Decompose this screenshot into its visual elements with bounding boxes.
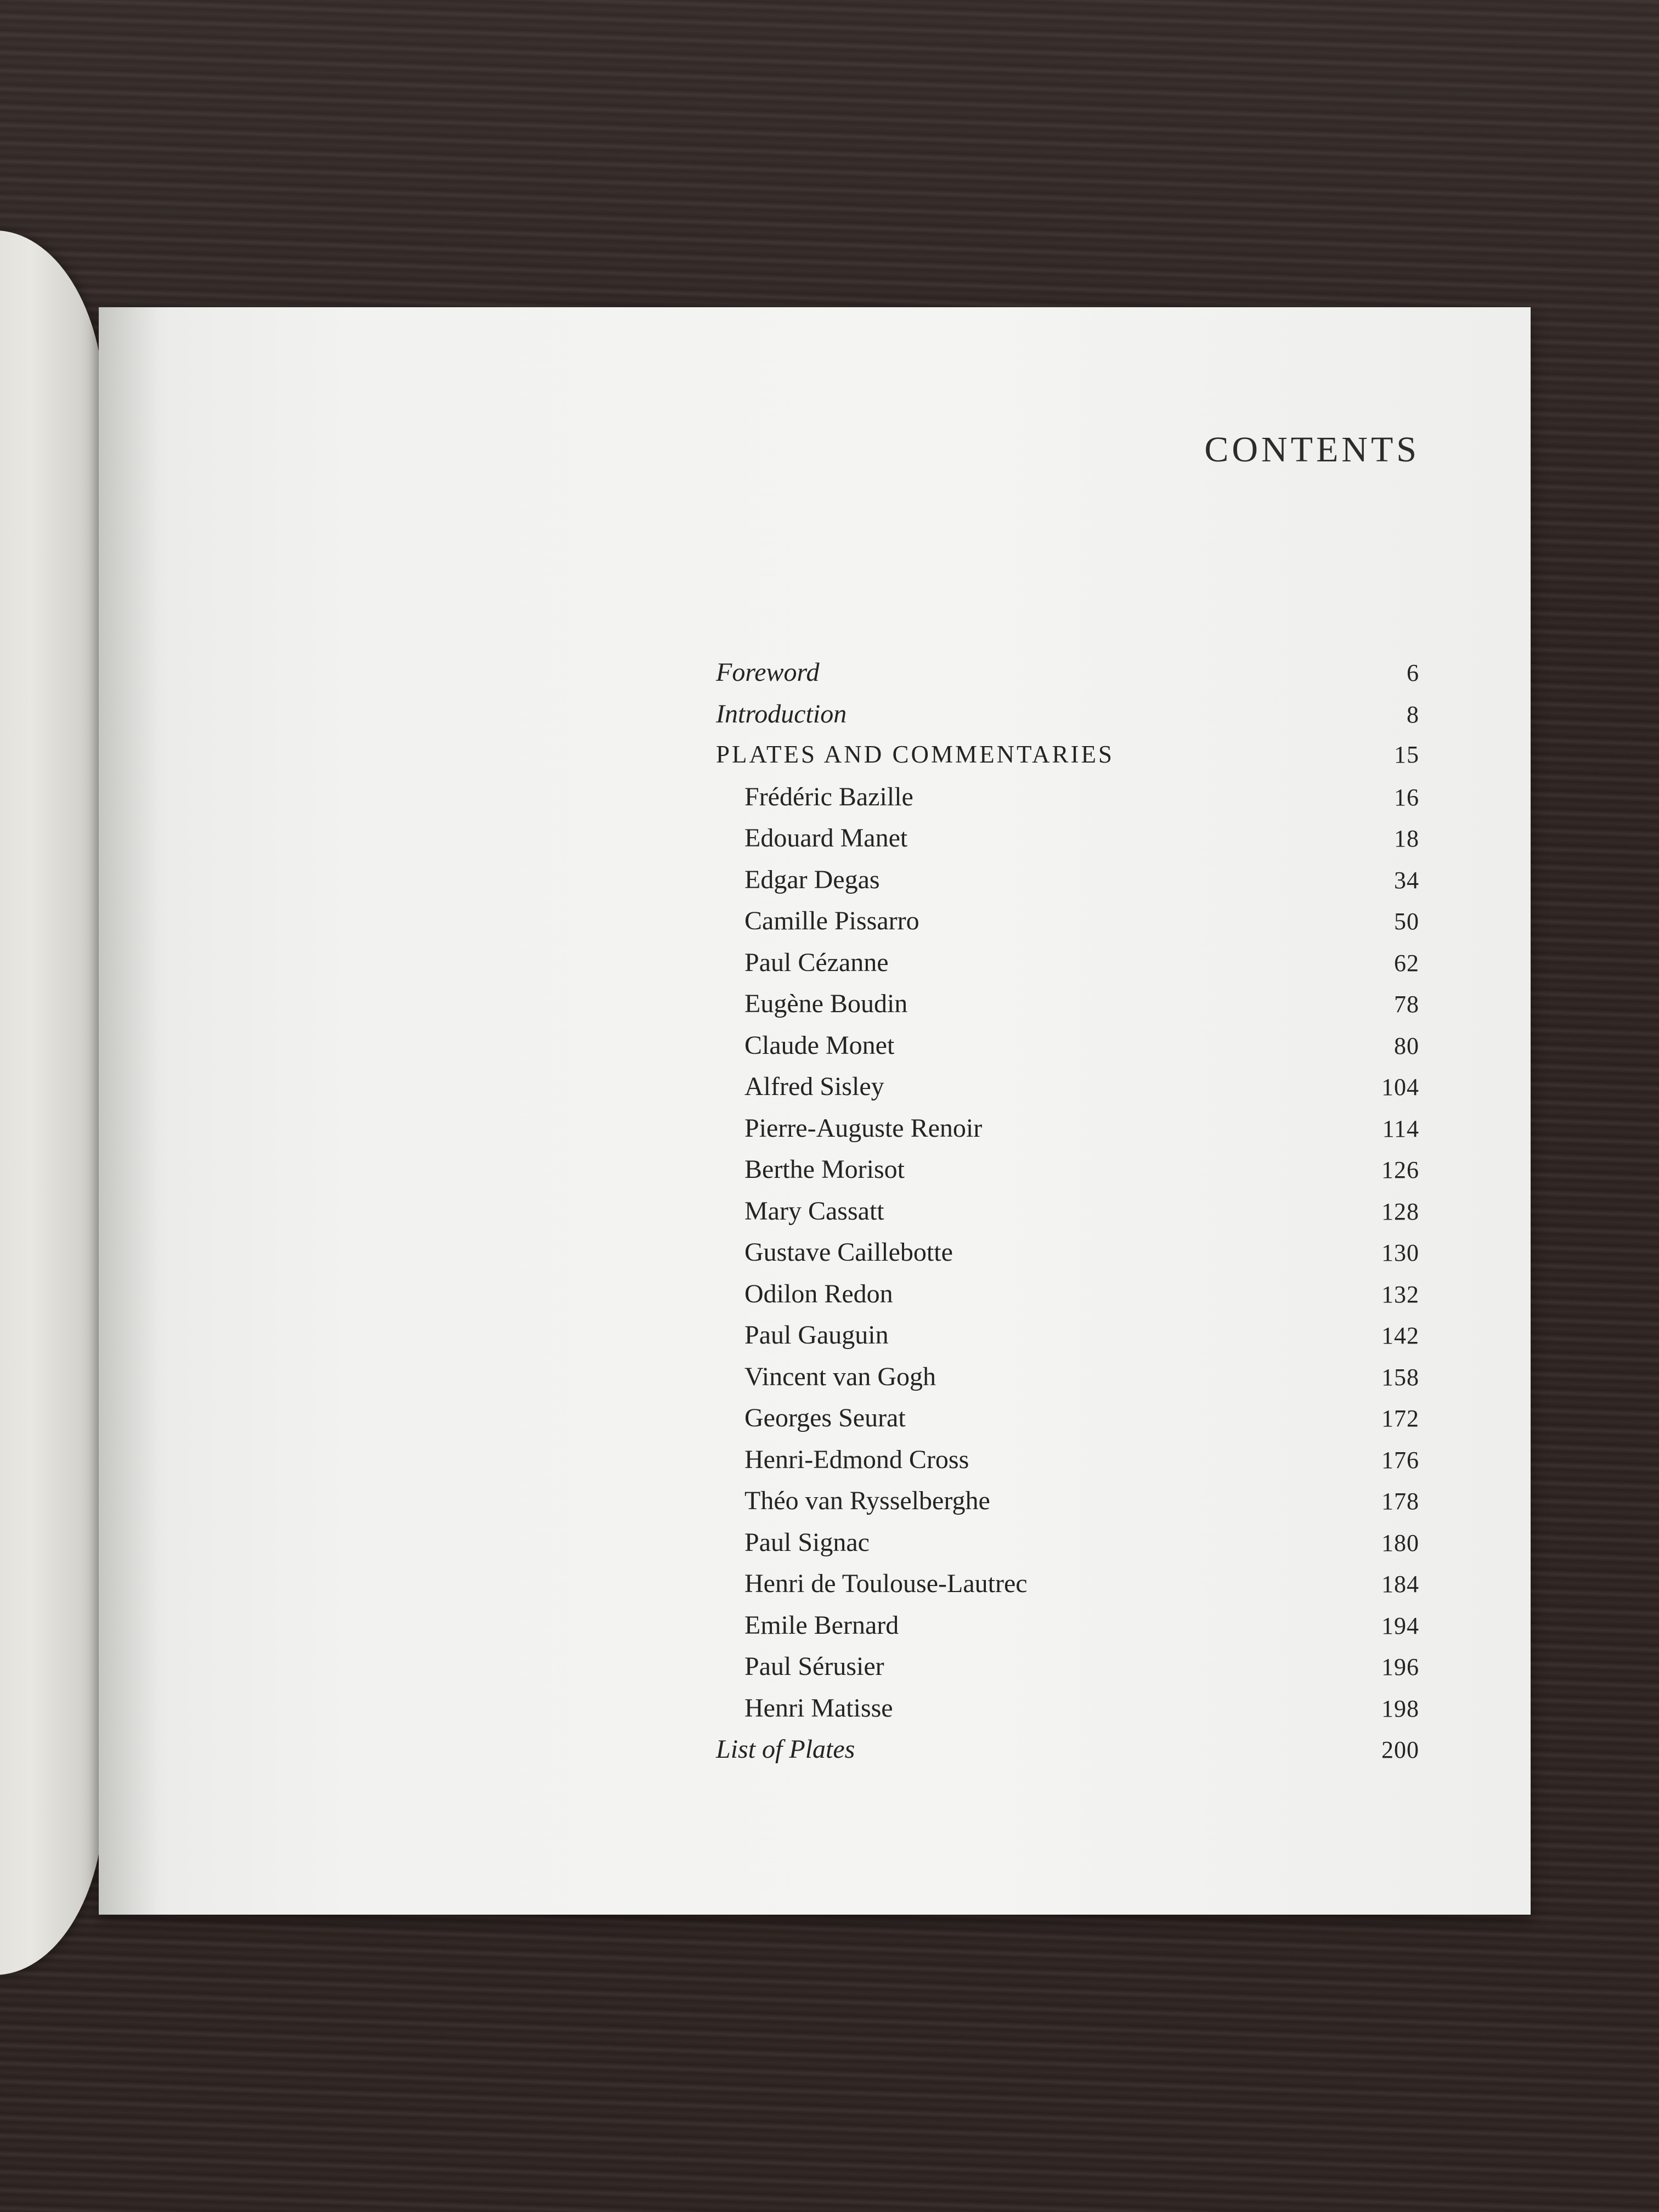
toc-entry (716, 1734, 1419, 1776)
toc-entry-page-number: 34 (1394, 866, 1419, 894)
toc-entry (716, 1237, 1419, 1279)
toc-entry-label: Alfred Sisley (744, 1072, 884, 1101)
toc-entry (716, 1444, 1419, 1486)
toc-entry-label: Paul Cézanne (744, 947, 889, 977)
toc-entry-label: Pierre-Auguste Renoir (744, 1113, 983, 1143)
toc-entry-label: Berthe Morisot (744, 1155, 905, 1184)
toc-entry (716, 1693, 1419, 1735)
toc-entry (716, 1113, 1419, 1155)
toc-entry-page-number: 158 (1381, 1363, 1419, 1391)
toc-entry (716, 1403, 1419, 1444)
toc-entry (716, 1568, 1419, 1610)
toc-entry-page-number: 184 (1381, 1571, 1419, 1598)
contents-page (99, 307, 1531, 1915)
toc-entry-page-number: 142 (1381, 1322, 1419, 1349)
toc-entry-label: Henri de Toulouse-Lautrec (744, 1569, 1028, 1598)
toc-entry-page-number: 62 (1394, 949, 1419, 977)
toc-entry-page-number: 114 (1382, 1115, 1419, 1142)
toc-entry-label: Henri-Edmond Cross (744, 1444, 969, 1474)
toc-entry-label: Georges Seurat (744, 1403, 906, 1432)
toc-entry-label: Paul Gauguin (744, 1321, 889, 1350)
toc-entry-label: Eugène Boudin (744, 989, 908, 1018)
toc-entry (716, 1651, 1419, 1693)
toc-entry-page-number: 176 (1381, 1446, 1419, 1474)
toc-entry-label: Vincent van Gogh (744, 1362, 936, 1391)
toc-entry-label: Edgar Degas (744, 865, 880, 894)
toc-entry-label: Camille Pissarro (744, 906, 919, 935)
toc-entry-page-number: 104 (1381, 1074, 1419, 1101)
toc-entry-page-number: 194 (1381, 1612, 1419, 1639)
toc-entry-page-number: 172 (1381, 1405, 1419, 1432)
toc-entry (716, 657, 1419, 699)
toc-entry (716, 1154, 1419, 1196)
toc-entry (716, 1527, 1419, 1569)
toc-entry-page-number: 200 (1381, 1736, 1419, 1763)
toc-entry-label: List of Plates (716, 1735, 855, 1764)
toc-entry-label: PLATES AND COMMENTARIES (716, 741, 1114, 768)
toc-entry-label: Paul Sérusier (744, 1652, 884, 1681)
toc-entry (716, 1486, 1419, 1527)
page-title: CONTENTS (1204, 430, 1420, 470)
toc-entry-page-number: 128 (1381, 1198, 1419, 1225)
toc-entry-label: Foreword (716, 658, 820, 687)
toc-entry-page-number: 16 (1394, 783, 1419, 811)
toc-entry (716, 989, 1419, 1030)
toc-entry-page-number: 80 (1394, 1032, 1419, 1059)
toc-entry (716, 782, 1419, 823)
toc-entry-label: Emile Bernard (744, 1610, 899, 1640)
toc-entry-page-number: 130 (1381, 1239, 1419, 1266)
toc-entry (716, 1320, 1419, 1362)
toc-entry (716, 823, 1419, 865)
toc-entry (716, 1030, 1419, 1072)
toc-entry-page-number: 15 (1394, 741, 1419, 768)
toc-entry-label: Paul Signac (744, 1527, 870, 1557)
toc-entry (716, 947, 1419, 989)
toc-entry (716, 1279, 1419, 1321)
toc-entry-page-number: 50 (1394, 908, 1419, 935)
toc-entry-page-number: 8 (1407, 701, 1419, 728)
toc-entry-label: Introduction (716, 699, 847, 729)
toc-entry (716, 865, 1419, 906)
toc-entry (716, 740, 1419, 782)
table-of-contents (716, 657, 1419, 1776)
toc-entry (716, 1610, 1419, 1652)
toc-entry-page-number: 6 (1407, 659, 1419, 686)
toc-entry (716, 699, 1419, 741)
toc-entry-label: Gustave Caillebotte (744, 1238, 953, 1267)
toc-entry-label: Odilon Redon (744, 1279, 893, 1308)
toc-entry (716, 906, 1419, 947)
toc-entry-label: Mary Cassatt (744, 1196, 884, 1226)
toc-entry-page-number: 132 (1381, 1280, 1419, 1308)
toc-entry-label: Henri Matisse (744, 1693, 893, 1723)
toc-entry-label: Frédéric Bazille (744, 782, 913, 811)
toc-entry-page-number: 180 (1381, 1529, 1419, 1556)
toc-entry (716, 1071, 1419, 1113)
toc-entry-page-number: 178 (1381, 1488, 1419, 1515)
toc-entry-page-number: 126 (1381, 1156, 1419, 1183)
toc-entry-page-number: 198 (1381, 1695, 1419, 1722)
toc-entry-label: Claude Monet (744, 1030, 895, 1060)
toc-entry (716, 1196, 1419, 1238)
toc-entry-label: Théo van Rysselberghe (744, 1486, 990, 1515)
toc-entry-label: Edouard Manet (744, 823, 908, 853)
toc-entry-page-number: 18 (1394, 825, 1419, 852)
toc-entry-page-number: 78 (1394, 991, 1419, 1018)
toc-entry-page-number: 196 (1381, 1654, 1419, 1680)
toc-entry (716, 1362, 1419, 1403)
facing-page-edge (0, 230, 104, 1975)
